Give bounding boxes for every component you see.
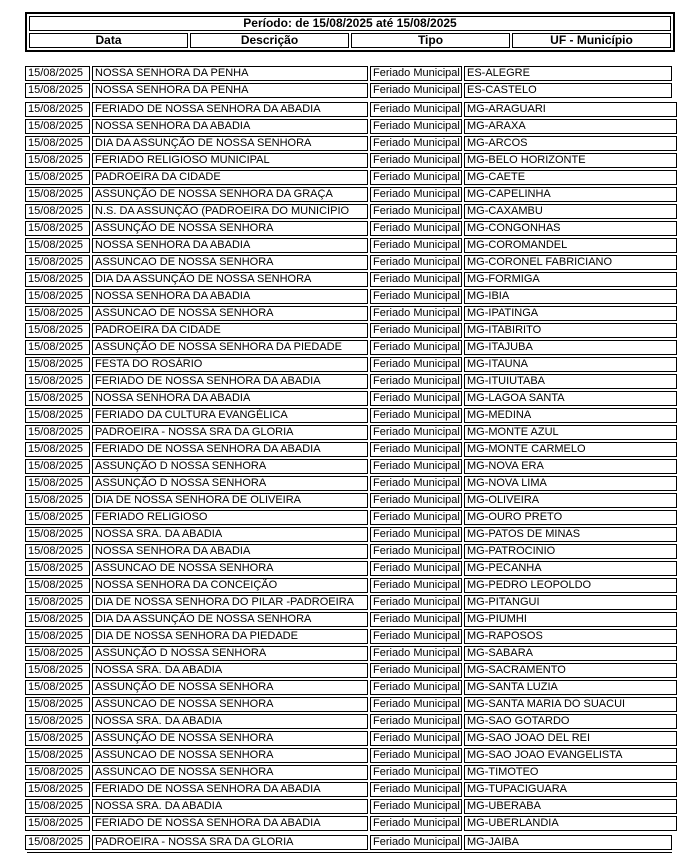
descricao-cell: ASSUNCAO DE NOSSA SENHORA — [92, 306, 368, 321]
column-header-row — [29, 33, 671, 48]
date-cell: 15/08/2025 — [25, 306, 90, 321]
table-row — [25, 612, 677, 627]
table-row — [25, 544, 677, 559]
descricao-cell: DIA DE NOSSA SENHORA DA PIEDADE — [92, 629, 368, 644]
date-cell: 15/08/2025 — [25, 731, 90, 746]
descricao-cell: ASSUNCAO DE NOSSA SENHORA — [92, 561, 368, 576]
date-cell: 15/08/2025 — [25, 612, 90, 627]
date-cell: 15/08/2025 — [25, 748, 90, 763]
uf-municipio-cell: MG-NOVA LIMA — [464, 476, 677, 491]
tipo-cell: Feriado Municipal — [370, 748, 462, 763]
date-cell: 15/08/2025 — [25, 459, 90, 474]
table-row — [25, 629, 677, 644]
table-row — [25, 816, 677, 831]
uf-municipio-cell: MG-PITANGUI — [464, 595, 677, 610]
table-row — [25, 527, 677, 542]
uf-municipio-cell: MG-SAO JOAO EVANGELISTA — [464, 748, 677, 763]
table-row — [25, 835, 672, 850]
tipo-cell: Feriado Municipal — [370, 221, 462, 236]
date-cell: 15/08/2025 — [25, 255, 90, 270]
descricao-cell: FERIADO DE NOSSA SENHORA DA ABADIA — [92, 102, 368, 117]
descricao-cell: NOSSA SENHORA DA PENHA — [92, 83, 368, 98]
tipo-cell: Feriado Municipal — [370, 153, 462, 168]
holiday-group-table — [23, 64, 674, 100]
date-cell: 15/08/2025 — [25, 595, 90, 610]
uf-municipio-cell: MG-UBERABA — [464, 799, 677, 814]
table-row — [25, 323, 677, 338]
uf-municipio-cell: MG-TIMOTEO — [464, 765, 677, 780]
descricao-cell: DIA DA ASSUNÇÃO DE NOSSA SENHORA — [92, 136, 368, 151]
uf-municipio-cell: MG-MONTE AZUL — [464, 425, 677, 440]
descricao-cell: ASSUNÇÃO DE NOSSA SENHORA — [92, 221, 368, 236]
tipo-cell: Feriado Municipal — [370, 663, 462, 678]
date-cell: 15/08/2025 — [25, 578, 90, 593]
descricao-cell: FERIADO RELIGIOSO MUNICIPAL — [92, 153, 368, 168]
descricao-cell: PADROEIRA DA CIDADE — [92, 170, 368, 185]
period-row — [29, 16, 671, 31]
column-header-tipo: Tipo — [351, 33, 510, 48]
tipo-cell: Feriado Municipal — [370, 493, 462, 508]
descricao-cell: FERIADO DE NOSSA SENHORA DA ABADIA — [92, 442, 368, 457]
tipo-cell: Feriado Municipal — [370, 323, 462, 338]
table-row — [25, 799, 677, 814]
tipo-cell: Feriado Municipal — [370, 629, 462, 644]
uf-municipio-cell: MG-SAO JOAO DEL REI — [464, 731, 677, 746]
date-cell: 15/08/2025 — [25, 272, 90, 287]
uf-municipio-cell: MG-PIUMHI — [464, 612, 677, 627]
tipo-cell: Feriado Municipal — [370, 646, 462, 661]
tipo-cell: Feriado Municipal — [370, 357, 462, 372]
date-cell: 15/08/2025 — [25, 119, 90, 134]
tipo-cell: Feriado Municipal — [370, 782, 462, 797]
tipo-cell: Feriado Municipal — [370, 289, 462, 304]
uf-municipio-cell: MG-ITAUNA — [464, 357, 677, 372]
uf-municipio-cell: MG-SACRAMENTO — [464, 663, 677, 678]
date-cell: 15/08/2025 — [25, 680, 90, 695]
tipo-cell: Feriado Municipal — [370, 272, 462, 287]
date-cell: 15/08/2025 — [25, 493, 90, 508]
uf-municipio-cell: ES-ALEGRE — [464, 66, 672, 81]
tipo-cell: Feriado Municipal — [370, 459, 462, 474]
descricao-cell: FERIADO DA CULTURA EVANGÉLICA — [92, 408, 368, 423]
tipo-cell: Feriado Municipal — [370, 340, 462, 355]
table-row — [25, 561, 677, 576]
descricao-cell: FESTA DO ROSÁRIO — [92, 357, 368, 372]
holiday-table-groups — [0, 64, 695, 852]
table-row — [25, 136, 677, 151]
descricao-cell: ASSUNÇÃO D NOSSA SENHORA — [92, 459, 368, 474]
table-row — [25, 731, 677, 746]
descricao-cell: DIA DA ASSUNÇÃO DE NOSSA SENHORA — [92, 272, 368, 287]
uf-municipio-cell: MG-BELO HORIZONTE — [464, 153, 677, 168]
table-row — [25, 204, 677, 219]
uf-municipio-cell: MG-UBERLANDIA — [464, 816, 677, 831]
uf-municipio-cell: MG-FORMIGA — [464, 272, 677, 287]
date-cell: 15/08/2025 — [25, 425, 90, 440]
table-row — [25, 391, 677, 406]
table-row — [25, 663, 677, 678]
uf-municipio-cell: MG-CAETE — [464, 170, 677, 185]
uf-municipio-cell: MG-CAPELINHA — [464, 187, 677, 202]
table-row — [25, 306, 677, 321]
uf-municipio-cell: MG-SANTA LUZIA — [464, 680, 677, 695]
column-header-data: Data — [29, 33, 188, 48]
tipo-cell: Feriado Municipal — [370, 391, 462, 406]
date-cell: 15/08/2025 — [25, 561, 90, 576]
tipo-cell: Feriado Municipal — [370, 595, 462, 610]
uf-municipio-cell: MG-ITAJUBA — [464, 340, 677, 355]
uf-municipio-cell: MG-MONTE CARMELO — [464, 442, 677, 457]
tipo-cell: Feriado Municipal — [370, 187, 462, 202]
descricao-cell: N.S. DA ASSUNÇÃO (PADROEIRA DO MUNICÍPIO — [92, 204, 368, 219]
tipo-cell: Feriado Municipal — [370, 697, 462, 712]
table-row — [25, 459, 677, 474]
uf-municipio-cell: MG-JAIBA — [464, 835, 672, 850]
descricao-cell: ASSUNCAO DE NOSSA SENHORA — [92, 697, 368, 712]
uf-municipio-cell: MG-SANTA MARIA DO SUACUI — [464, 697, 677, 712]
table-row — [25, 340, 677, 355]
descricao-cell: NOSSA SRA. DA ABADIA — [92, 527, 368, 542]
descricao-cell: NOSSA SENHORA DA ABADIA — [92, 238, 368, 253]
table-row — [25, 272, 677, 287]
descricao-cell: NOSSA SENHORA DA ABADIA — [92, 119, 368, 134]
date-cell: 15/08/2025 — [25, 323, 90, 338]
date-cell: 15/08/2025 — [25, 527, 90, 542]
descricao-cell: NOSSA SENHORA DA ABADIA — [92, 289, 368, 304]
descricao-cell: NOSSA SRA. DA ABADIA — [92, 663, 368, 678]
date-cell: 15/08/2025 — [25, 663, 90, 678]
table-row — [25, 493, 677, 508]
date-cell: 15/08/2025 — [25, 714, 90, 729]
descricao-cell: PADROEIRA - NOSSA SRA DA GLORIA — [92, 425, 368, 440]
date-cell: 15/08/2025 — [25, 646, 90, 661]
date-cell: 15/08/2025 — [25, 442, 90, 457]
descricao-cell: FERIADO DE NOSSA SENHORA DA ABADIA — [92, 816, 368, 831]
date-cell: 15/08/2025 — [25, 170, 90, 185]
descricao-cell: NOSSA SENHORA DA ABADIA — [92, 391, 368, 406]
table-row — [25, 374, 677, 389]
descricao-cell: ASSUNÇÃO D NOSSA SENHORA — [92, 476, 368, 491]
descricao-cell: PADROEIRA DA CIDADE — [92, 323, 368, 338]
descricao-cell: ASSUNÇÃO DE NOSSA SENHORA — [92, 731, 368, 746]
date-cell: 15/08/2025 — [25, 697, 90, 712]
uf-municipio-cell: MG-ARAXA — [464, 119, 677, 134]
uf-municipio-cell: MG-TUPACIGUARA — [464, 782, 677, 797]
uf-municipio-cell: MG-CORONEL FABRICIANO — [464, 255, 677, 270]
table-row — [25, 765, 677, 780]
uf-municipio-cell: MG-PATOS DE MINAS — [464, 527, 677, 542]
date-cell: 15/08/2025 — [25, 136, 90, 151]
tipo-cell: Feriado Municipal — [370, 83, 462, 98]
next-row-cutoff-line — [27, 852, 672, 853]
tipo-cell: Feriado Municipal — [370, 408, 462, 423]
tipo-cell: Feriado Municipal — [370, 66, 462, 81]
tipo-cell: Feriado Municipal — [370, 527, 462, 542]
tipo-cell: Feriado Municipal — [370, 799, 462, 814]
date-cell: 15/08/2025 — [25, 374, 90, 389]
date-cell: 15/08/2025 — [25, 782, 90, 797]
table-row — [25, 170, 677, 185]
tipo-cell: Feriado Municipal — [370, 238, 462, 253]
uf-municipio-cell: MG-LAGOA SANTA — [464, 391, 677, 406]
holiday-group-table — [23, 100, 679, 833]
table-row — [25, 255, 677, 270]
tipo-cell: Feriado Municipal — [370, 119, 462, 134]
date-cell: 15/08/2025 — [25, 238, 90, 253]
uf-municipio-cell: MG-NOVA ERA — [464, 459, 677, 474]
holiday-group-table — [23, 833, 674, 852]
date-cell: 15/08/2025 — [25, 66, 90, 81]
table-row — [25, 153, 677, 168]
date-cell: 15/08/2025 — [25, 544, 90, 559]
descricao-cell: NOSSA SENHORA DA PENHA — [92, 66, 368, 81]
descricao-cell: ASSUNCAO DE NOSSA SENHORA — [92, 255, 368, 270]
tipo-cell: Feriado Municipal — [370, 765, 462, 780]
table-row — [25, 187, 677, 202]
tipo-cell: Feriado Municipal — [370, 816, 462, 831]
uf-municipio-cell: MG-SAO GOTARDO — [464, 714, 677, 729]
uf-municipio-cell: MG-MEDINA — [464, 408, 677, 423]
uf-municipio-cell: MG-ITUIUTABA — [464, 374, 677, 389]
descricao-cell: NOSSA SRA. DA ABADIA — [92, 714, 368, 729]
date-cell: 15/08/2025 — [25, 102, 90, 117]
tipo-cell: Feriado Municipal — [370, 136, 462, 151]
date-cell: 15/08/2025 — [25, 765, 90, 780]
tipo-cell: Feriado Municipal — [370, 714, 462, 729]
uf-municipio-cell: MG-CAXAMBU — [464, 204, 677, 219]
date-cell: 15/08/2025 — [25, 510, 90, 525]
table-row — [25, 425, 677, 440]
date-cell: 15/08/2025 — [25, 289, 90, 304]
table-row — [25, 697, 677, 712]
uf-municipio-cell: MG-ARAGUARI — [464, 102, 677, 117]
table-row — [25, 119, 677, 134]
descricao-cell: FERIADO DE NOSSA SENHORA DA ABADIA — [92, 782, 368, 797]
tipo-cell: Feriado Municipal — [370, 442, 462, 457]
descricao-cell: ASSUNCAO DE NOSSA SENHORA — [92, 765, 368, 780]
descricao-cell: DIA DA ASSUNÇÃO DE NOSSA SENHORA — [92, 612, 368, 627]
descricao-cell: NOSSA SRA. DA ABADIA — [92, 799, 368, 814]
date-cell: 15/08/2025 — [25, 340, 90, 355]
table-row — [25, 83, 672, 98]
descricao-cell: NOSSA SENHORA DA CONCEIÇÃO — [92, 578, 368, 593]
tipo-cell: Feriado Municipal — [370, 731, 462, 746]
tipo-cell: Feriado Municipal — [370, 476, 462, 491]
uf-municipio-cell: MG-OURO PRETO — [464, 510, 677, 525]
uf-municipio-cell: MG-SABARA — [464, 646, 677, 661]
table-row — [25, 442, 677, 457]
uf-municipio-cell: MG-PATROCINIO — [464, 544, 677, 559]
date-cell: 15/08/2025 — [25, 816, 90, 831]
table-row — [25, 66, 672, 81]
table-row — [25, 748, 677, 763]
uf-municipio-cell: MG-ARCOS — [464, 136, 677, 151]
descricao-cell: ASSUNÇÃO DE NOSSA SENHORA — [92, 680, 368, 695]
date-cell: 15/08/2025 — [25, 357, 90, 372]
tipo-cell: Feriado Municipal — [370, 612, 462, 627]
descricao-cell: NOSSA SENHORA DA ABADIA — [92, 544, 368, 559]
table-row — [25, 289, 677, 304]
date-cell: 15/08/2025 — [25, 153, 90, 168]
tipo-cell: Feriado Municipal — [370, 561, 462, 576]
column-header-uf-municipio: UF - Município — [512, 33, 671, 48]
descricao-cell: DIA DE NOSSA SENHORA DE OLIVEIRA — [92, 493, 368, 508]
column-header-descricao: Descrição — [190, 33, 349, 48]
tipo-cell: Feriado Municipal — [370, 374, 462, 389]
date-cell: 15/08/2025 — [25, 187, 90, 202]
descricao-cell: ASSUNÇÃO D NOSSA SENHORA — [92, 646, 368, 661]
date-cell: 15/08/2025 — [25, 391, 90, 406]
tipo-cell: Feriado Municipal — [370, 255, 462, 270]
date-cell: 15/08/2025 — [25, 835, 90, 850]
uf-municipio-cell: MG-RAPOSOS — [464, 629, 677, 644]
table-row — [25, 408, 677, 423]
descricao-cell: ASSUNÇÃO DE NOSSA SENHORA DA GRAÇA — [92, 187, 368, 202]
date-cell: 15/08/2025 — [25, 221, 90, 236]
descricao-cell: PADROEIRA - NOSSA SRA DA GLORIA — [92, 835, 368, 850]
tipo-cell: Feriado Municipal — [370, 835, 462, 850]
tipo-cell: Feriado Municipal — [370, 544, 462, 559]
table-row — [25, 510, 677, 525]
date-cell: 15/08/2025 — [25, 476, 90, 491]
uf-municipio-cell: MG-PECANHA — [464, 561, 677, 576]
table-row — [25, 476, 677, 491]
table-row — [25, 357, 677, 372]
table-row — [25, 646, 677, 661]
table-row — [25, 714, 677, 729]
table-row — [25, 102, 677, 117]
table-row — [25, 680, 677, 695]
uf-municipio-cell: MG-IBIA — [464, 289, 677, 304]
table-row — [25, 782, 677, 797]
uf-municipio-cell: MG-CONGONHAS — [464, 221, 677, 236]
tipo-cell: Feriado Municipal — [370, 102, 462, 117]
uf-municipio-cell: MG-IPATINGA — [464, 306, 677, 321]
uf-municipio-cell: MG-COROMANDEL — [464, 238, 677, 253]
period-title: Período: de 15/08/2025 até 15/08/2025 — [29, 16, 671, 31]
descricao-cell: FERIADO RELIGIOSO — [92, 510, 368, 525]
tipo-cell: Feriado Municipal — [370, 680, 462, 695]
descricao-cell: DIA DE NOSSA SENHORA DO PILAR -PADROEIRA — [92, 595, 368, 610]
uf-municipio-cell: MG-PEDRO LEOPOLDO — [464, 578, 677, 593]
table-row — [25, 595, 677, 610]
table-row — [25, 578, 677, 593]
date-cell: 15/08/2025 — [25, 799, 90, 814]
date-cell: 15/08/2025 — [25, 408, 90, 423]
descricao-cell: ASSUNCAO DE NOSSA SENHORA — [92, 748, 368, 763]
tipo-cell: Feriado Municipal — [370, 578, 462, 593]
date-cell: 15/08/2025 — [25, 629, 90, 644]
tipo-cell: Feriado Municipal — [370, 204, 462, 219]
table-row — [25, 221, 677, 236]
descricao-cell: ASSUNÇÃO DE NOSSA SENHORA DA PIEDADE — [92, 340, 368, 355]
table-row — [25, 238, 677, 253]
uf-municipio-cell: MG-ITABIRITO — [464, 323, 677, 338]
descricao-cell: FERIADO DE NOSSA SENHORA DA ABADIA — [92, 374, 368, 389]
period-header-table — [25, 12, 675, 52]
tipo-cell: Feriado Municipal — [370, 306, 462, 321]
tipo-cell: Feriado Municipal — [370, 170, 462, 185]
date-cell: 15/08/2025 — [25, 204, 90, 219]
tipo-cell: Feriado Municipal — [370, 425, 462, 440]
uf-municipio-cell: MG-OLIVEIRA — [464, 493, 677, 508]
tipo-cell: Feriado Municipal — [370, 510, 462, 525]
uf-municipio-cell: ES-CASTELO — [464, 83, 672, 98]
date-cell: 15/08/2025 — [25, 83, 90, 98]
